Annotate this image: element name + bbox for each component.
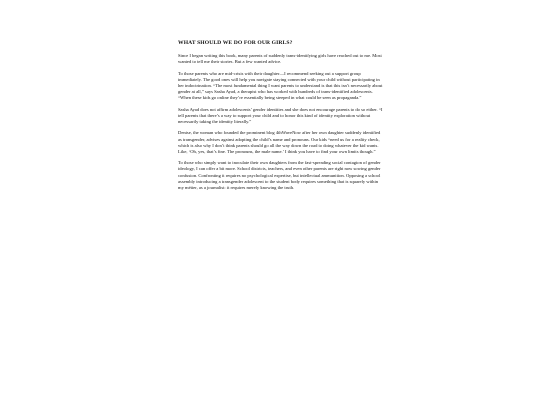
paragraph-4: Denise, the woman who founded the prominent blog 4thWaveNow after her own daughter suddenly identified as transgender, advises against adopting the child’s name and pronouns. Our kids “need us for a reality check, which is also why I don’t think parents should go all the way down the road to doing whatever the kid wants. Like, ‘Oh, yes, that’s fine. The pronouns, the male name.’ I think you have to find your own limits though.”: [178, 130, 381, 154]
paragraph-5: To those who simply want to inoculate their own daughters from the fast-spreading social contagion of gender ideology, I can offer a bit more. School districts, teachers, and even other parents are right now sowing gender confusion. Confronting it requires no psychological expertise, but intellectual ammunition. Opposing a school assembly introducing a transgender adolescent to the student body requires something that is squarely within my métier, as a journalist: it requires merely knowing the truth.: [178, 160, 381, 190]
document-page: [178, 40, 384, 196]
paragraph-1: Since I began writing this book, many parents of suddenly trans-identifying girls have reached out to me. Most wanted to tell me their stories. But a few wanted advice.: [178, 53, 382, 65]
section-heading: WHAT SHOULD WE DO FOR OUR GIRLS?: [178, 40, 293, 46]
paragraph-3: Sasha Ayad does not affirm adolescents’ gender identities and she does not encourage parents to do so either. “I tell parents that there’s a way to support your child and to honor this kind of identity exploration without necessarily taking the identity literally.”: [178, 106, 383, 124]
paragraph-2: To those parents who are mid-crisis with their daughter—I recommend seeking out a support group immediately. The good ones will help you navigate staying connected with your child without participating in her indoctrination. “The most fundamental thing I want parents to understand is that this isn’t necessarily about gender at all,” says Sasha Ayad, a therapist who has worked with hundreds of trans-identified adolescents. “When these kids go online they’re essentially being steeped in what could be seen as propaganda.”: [178, 70, 383, 101]
